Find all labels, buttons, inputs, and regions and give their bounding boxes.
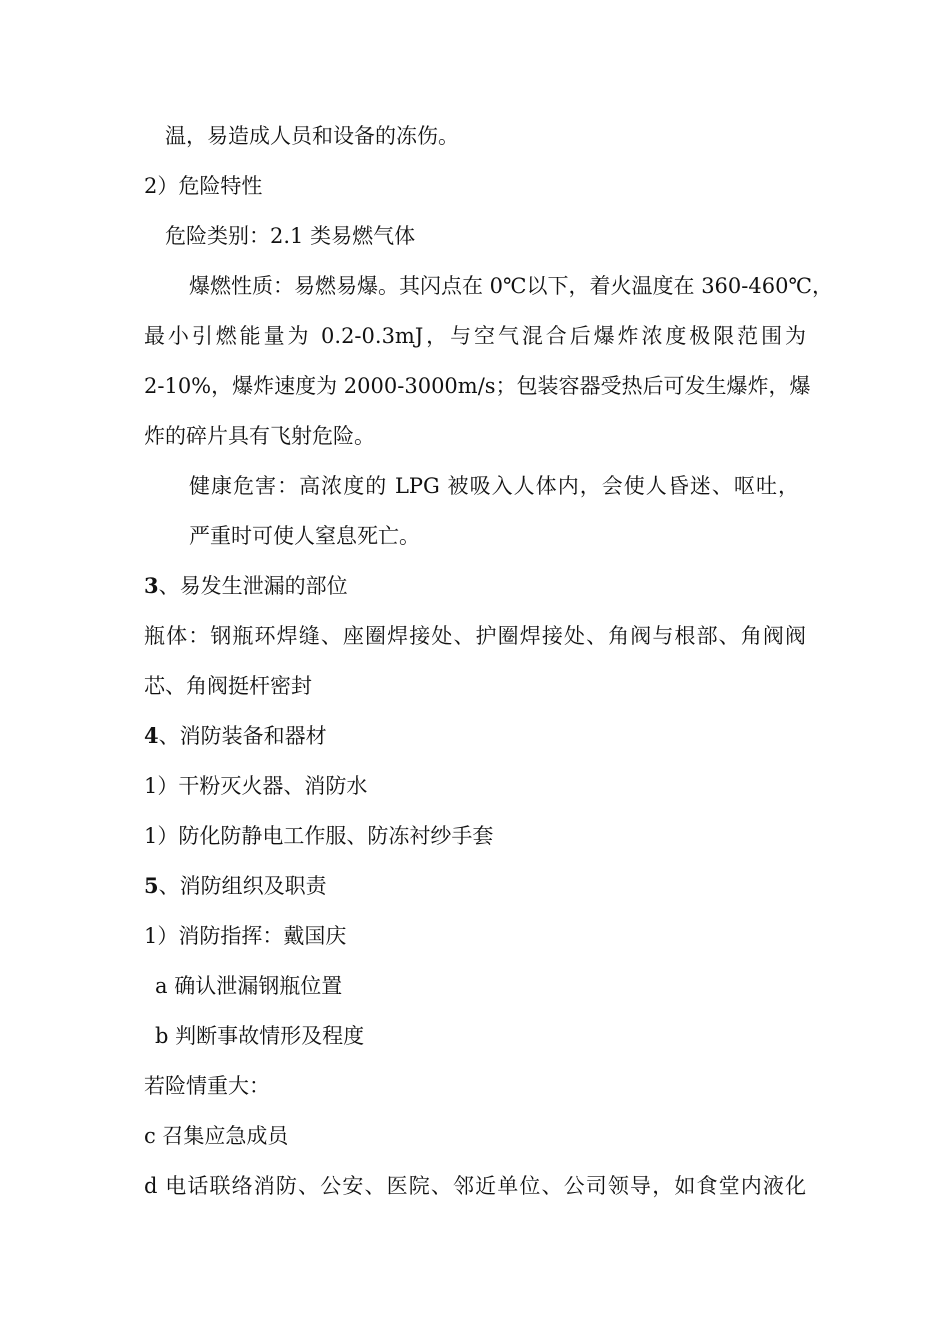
- text-line: 瓶体：钢瓶环焊缝、座圈焊接处、护圈焊接处、角阀与根部、角阀阀: [144, 624, 806, 648]
- text-line: 最小引燃能量为 0.2-0.3mJ，与空气混合后爆炸浓度极限范围为: [144, 324, 806, 348]
- section-number: 5: [144, 873, 159, 898]
- list-item: a 确认泄漏钢瓶位置: [155, 974, 343, 998]
- list-item: d 电话联络消防、公安、医院、邻近单位、公司领导，如食堂内液化: [144, 1174, 806, 1198]
- text-line: 危险类别：2.1 类易燃气体: [165, 224, 416, 248]
- text-line: 健康危害：高浓度的 LPG 被吸入人体内，会使人昏迷、呕吐，: [189, 474, 799, 498]
- section-heading: [144, 721, 327, 751]
- section-heading: [144, 571, 348, 601]
- section-title: 、消防组织及职责: [158, 874, 327, 898]
- text-line: 2-10%，爆炸速度为 2000-3000m/s；包装容器受热后可发生爆炸，爆: [144, 374, 811, 398]
- section-heading: [144, 871, 327, 901]
- text-line: 炸的碎片具有飞射危险。: [144, 424, 375, 448]
- text-line: 芯、角阀挺杆密封: [144, 674, 312, 698]
- text-line: 若险情重大：: [144, 1074, 270, 1098]
- text-line: 温，易造成人员和设备的冻伤。: [165, 124, 459, 148]
- list-item: 1）防化防静电工作服、防冻衬纱手套: [144, 824, 494, 848]
- list-item: 1）消防指挥：戴国庆: [144, 924, 347, 948]
- list-item: b 判断事故情形及程度: [155, 1024, 365, 1048]
- section-number: 3: [144, 573, 159, 598]
- section-number: 4: [144, 723, 159, 748]
- text-line: 严重时可使人窒息死亡。: [189, 524, 420, 548]
- section-title: 、消防装备和器材: [158, 724, 327, 748]
- list-item: c 召集应急成员: [144, 1124, 289, 1148]
- section-title: 、易发生泄漏的部位: [158, 574, 348, 598]
- text-line: 爆燃性质：易燃易爆。其闪点在 0℃以下，着火温度在 360-460℃，: [189, 274, 833, 298]
- list-item: 1）干粉灭火器、消防水: [144, 774, 368, 798]
- section-heading: 2）危险特性: [144, 174, 263, 198]
